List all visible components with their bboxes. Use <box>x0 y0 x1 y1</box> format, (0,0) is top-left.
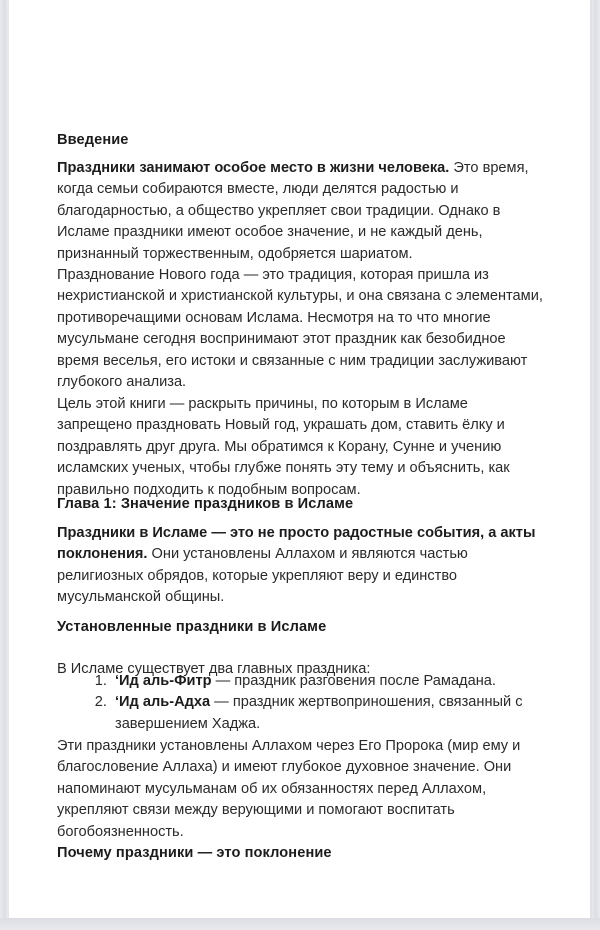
list-item-definition: — праздник жертвоприношения, связанный с завершением Хаджа. <box>115 694 523 732</box>
list-item-term: ‘Ид аль-Адха <box>115 694 211 711</box>
holidays-ordered-list <box>57 671 547 735</box>
subheading-established-holidays: Установленные праздники в Исламе <box>57 619 327 635</box>
subheading-why-holidays-worship: Почему праздники — это поклонение <box>57 845 332 861</box>
paragraph-4-rest: Они установлены Аллахом и являются частью религиозных обрядов, которые укрепляют веру и единство мусульманской общины. <box>57 546 468 606</box>
page-left-edge-shadow <box>0 0 9 918</box>
paragraph-6: Эти праздники установлены Аллахом через Его Пророка (мир ему и благословение Аллаха) и имеют глубокое духовное значение. Они напоминают мусульманам об их обязанностях перед Аллахом, укрепляют связи между верующими и помогают воспитать богобоязненность. <box>57 738 521 840</box>
paragraph-4-lead: Праздники в Исламе — это не просто радостные события, а акты поклонения. <box>57 525 536 563</box>
section-intro <box>57 130 547 151</box>
page-bottom-shadow <box>0 918 600 930</box>
list-item-definition: — праздник разговения после Рамадана. <box>211 673 496 689</box>
paragraph-block-2 <box>57 265 547 393</box>
page-right-edge-shadow <box>591 0 600 918</box>
list-item-term: ‘Ид аль-Фитр <box>115 673 212 689</box>
list-item <box>111 692 547 735</box>
paragraph-4 <box>57 523 547 609</box>
paragraph-2: Празднование Нового года — это традиция, которая пришла из нехристианской и христианской культуры, и она связана с элементами, противоречащими основам Ислама. Несмотря на то что многие мусульмане сегодня воспринимают этот праздник как безобидное время веселья, его истоки и связанные с ним традиции заслуживают глубокого анализа. <box>57 267 543 391</box>
section-why-holidays-worship <box>57 843 547 864</box>
section-chapter-1 <box>57 494 547 515</box>
list-item <box>111 671 547 692</box>
paragraph-block-4 <box>57 523 547 609</box>
paragraph-block-1 <box>57 158 547 265</box>
paragraph-3: Цель этой книги — раскрыть причины, по которым в Исламе запрещено праздновать Новый год, украшать дом, ставить ёлку и поздравлять друг друга. Мы обратимся к Корану, Сунне и учению исламских ученых, чтобы глубже понять эту тему и объяснить, как правильно подходить к подобным вопросам. <box>57 396 510 498</box>
paragraph-block-3 <box>57 394 547 501</box>
document-page <box>9 0 591 918</box>
heading-introduction: Введение <box>57 132 129 148</box>
paragraph-5: В Исламе существует два главных праздника: <box>57 661 371 677</box>
paragraph-1 <box>57 158 547 265</box>
paragraph-block-6 <box>57 736 547 843</box>
paragraph-1-lead: Праздники занимают особое место в жизни человека. <box>57 160 450 176</box>
section-established-holidays <box>57 617 547 638</box>
paragraph-1-rest: Это время, когда семьи собираются вместе, люди делятся радостью и благодарностью, а общество укрепляет свои традиции. Однако в Исламе праздники имеют особое значение, и не каждый день, признанный торжественным, одобряется шариатом. <box>57 160 529 262</box>
holidays-list-block <box>57 671 547 735</box>
heading-chapter-1: Глава 1: Значение праздников в Исламе <box>57 496 354 512</box>
